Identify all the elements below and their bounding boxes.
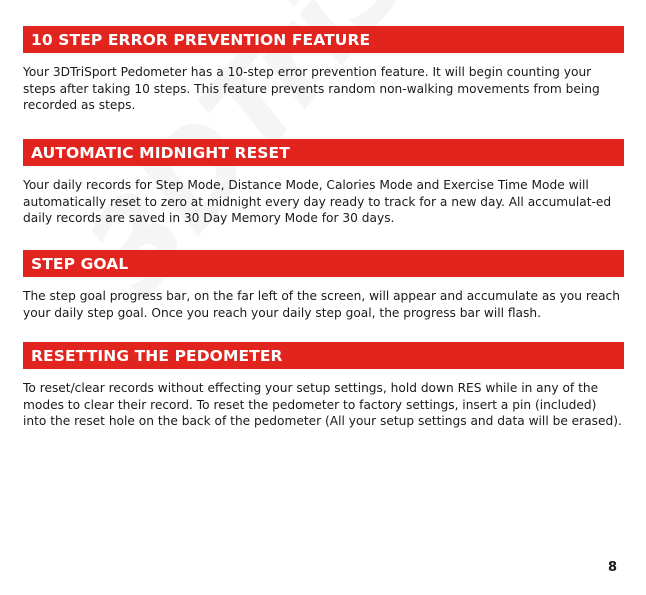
section-step-goal [23, 250, 624, 321]
section-body: To reset/clear records without effecting your setup settings, hold down RES while in any of the modes to clear their record. To reset the pedometer to factory settings, insert a pin (included) into the reset hole on the back of the pedometer (All your setup settings and data will be erased). [23, 381, 622, 428]
section-banner [23, 139, 624, 166]
section-resetting-pedometer [23, 342, 624, 430]
section-title: AUTOMATIC MIDNIGHT RESET [31, 143, 290, 162]
section-title: 10 STEP ERROR PREVENTION FEATURE [31, 30, 371, 49]
section-body: Your 3DTriSport Pedometer has a 10-step error prevention feature. It will begin counting your steps after taking 10 steps. This feature prevents random non-walking movements from being recorded as steps. [23, 65, 600, 112]
section-body: Your daily records for Step Mode, Distance Mode, Calories Mode and Exercise Time Mode will automatically reset to zero at midnight every day ready to track for a new day. All accumulat-ed daily records are saved in 30 Day Memory Mode for 30 days. [23, 178, 612, 225]
section-body: The step goal progress bar, on the far left of the screen, will appear and accumulate as you reach your daily step goal. Once you reach your daily step goal, the progress bar will flash. [23, 289, 620, 320]
section-error-prevention [23, 26, 624, 114]
section-banner [23, 342, 624, 369]
page-number: 8 [607, 560, 617, 575]
section-midnight-reset [23, 139, 624, 227]
section-title: STEP GOAL [31, 254, 129, 273]
section-banner [23, 250, 624, 277]
section-banner [23, 26, 624, 53]
section-title: RESETTING THE PEDOMETER [31, 346, 283, 365]
